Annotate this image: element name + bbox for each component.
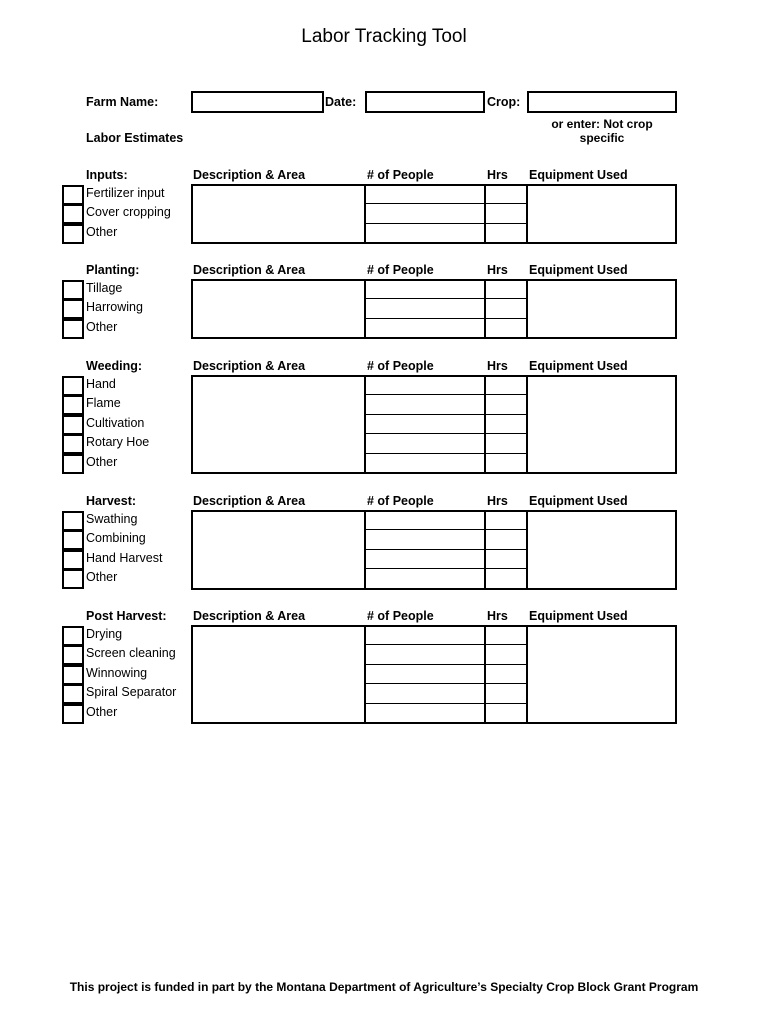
hrs-field[interactable] xyxy=(486,376,526,394)
hrs-field[interactable] xyxy=(486,645,526,663)
equipment-used-field[interactable] xyxy=(528,377,675,472)
activity-label: Harrowing xyxy=(86,300,143,314)
people-field[interactable] xyxy=(366,280,484,298)
column-header-equipment: Equipment Used xyxy=(529,609,628,623)
activity-label: Spiral Separator xyxy=(86,685,177,699)
people-field[interactable] xyxy=(366,569,484,587)
description-area-field[interactable] xyxy=(193,627,364,722)
hrs-field[interactable] xyxy=(486,185,526,203)
checkbox[interactable] xyxy=(62,511,84,531)
activity-label: Combining xyxy=(86,531,146,545)
equipment-used-field[interactable] xyxy=(528,281,675,337)
column-header-people: # of People xyxy=(367,263,434,277)
column-header-equipment: Equipment Used xyxy=(529,494,628,508)
activity-label: Other xyxy=(86,225,118,239)
activity-label: Fertilizer input xyxy=(86,186,165,200)
column-header-description: Description & Area xyxy=(193,168,306,182)
column-header-hrs: Hrs xyxy=(487,609,508,623)
equipment-used-field[interactable] xyxy=(528,627,675,722)
row-divider xyxy=(365,683,527,684)
checkbox[interactable] xyxy=(62,626,84,646)
footer-note: This project is funded in part by the Montana Department of Agriculture’s Specialty Crop Block Grant Program xyxy=(69,980,699,994)
checkbox[interactable] xyxy=(62,415,84,435)
hrs-field[interactable] xyxy=(486,319,526,337)
row-divider xyxy=(365,703,527,704)
people-field[interactable] xyxy=(366,454,484,472)
crop-note: or enter: Not crop specific xyxy=(551,117,653,145)
people-field[interactable] xyxy=(366,204,484,222)
column-header-hrs: Hrs xyxy=(487,168,508,182)
column-header-description: Description & Area xyxy=(193,263,306,277)
column-header-people: # of People xyxy=(367,168,434,182)
hrs-field[interactable] xyxy=(486,434,526,452)
activity-label: Other xyxy=(86,320,118,334)
column-header-description: Description & Area xyxy=(193,609,306,623)
row-divider xyxy=(365,529,527,530)
checkbox[interactable] xyxy=(62,645,84,665)
checkbox[interactable] xyxy=(62,550,84,570)
checkbox[interactable] xyxy=(62,299,84,319)
people-field[interactable] xyxy=(366,319,484,337)
activity-label: Cover cropping xyxy=(86,205,171,219)
row-divider xyxy=(365,414,527,415)
row-divider xyxy=(365,568,527,569)
activity-label: Winnowing xyxy=(86,666,148,680)
crop-field[interactable] xyxy=(527,91,677,113)
column-header-hrs: Hrs xyxy=(487,359,508,373)
people-field[interactable] xyxy=(366,645,484,663)
hrs-field[interactable] xyxy=(486,665,526,683)
equipment-used-field[interactable] xyxy=(528,186,675,242)
column-header-equipment: Equipment Used xyxy=(529,263,628,277)
people-field[interactable] xyxy=(366,376,484,394)
checkbox[interactable] xyxy=(62,569,84,589)
row-divider xyxy=(365,433,527,434)
column-header-equipment: Equipment Used xyxy=(529,168,628,182)
people-field[interactable] xyxy=(366,511,484,529)
checkbox[interactable] xyxy=(62,530,84,550)
hrs-field[interactable] xyxy=(486,550,526,568)
hrs-field[interactable] xyxy=(486,530,526,548)
people-field[interactable] xyxy=(366,626,484,644)
checkbox[interactable] xyxy=(62,434,84,454)
activity-label: Other xyxy=(86,705,118,719)
labor-estimates-heading: Labor Estimates xyxy=(86,131,184,145)
activity-label: Tillage xyxy=(86,281,123,295)
activity-label: Other xyxy=(86,570,118,584)
activity-label: Drying xyxy=(86,627,123,641)
hrs-field[interactable] xyxy=(486,224,526,242)
people-field[interactable] xyxy=(366,395,484,413)
column-header-people: # of People xyxy=(367,359,434,373)
row-divider xyxy=(365,298,527,299)
checkbox[interactable] xyxy=(62,185,84,205)
equipment-used-field[interactable] xyxy=(528,512,675,588)
people-field[interactable] xyxy=(366,185,484,203)
column-header-people: # of People xyxy=(367,494,434,508)
people-field[interactable] xyxy=(366,684,484,702)
activity-label: Swathing xyxy=(86,512,138,526)
hrs-field[interactable] xyxy=(486,395,526,413)
section-title-planting: Planting: xyxy=(86,263,140,277)
activity-label: Other xyxy=(86,455,118,469)
farm-name-label: Farm Name: xyxy=(86,95,159,109)
section-title-inputs: Inputs: xyxy=(86,168,128,182)
people-field[interactable] xyxy=(366,704,484,722)
checkbox[interactable] xyxy=(62,224,84,244)
hrs-field[interactable] xyxy=(486,280,526,298)
row-divider xyxy=(365,453,527,454)
row-divider xyxy=(365,318,527,319)
people-field[interactable] xyxy=(366,434,484,452)
date-field[interactable] xyxy=(365,91,485,113)
crop-label: Crop: xyxy=(487,95,521,109)
hrs-field[interactable] xyxy=(486,415,526,433)
checkbox[interactable] xyxy=(62,319,84,339)
hrs-field[interactable] xyxy=(486,511,526,529)
activity-label: Screen cleaning xyxy=(86,646,176,660)
description-area-field[interactable] xyxy=(193,281,364,337)
people-field[interactable] xyxy=(366,299,484,317)
row-divider xyxy=(365,394,527,395)
checkbox[interactable] xyxy=(62,665,84,685)
column-header-description: Description & Area xyxy=(193,494,306,508)
hrs-field[interactable] xyxy=(486,569,526,587)
description-area-field[interactable] xyxy=(193,512,364,588)
description-area-field[interactable] xyxy=(193,186,364,242)
column-header-equipment: Equipment Used xyxy=(529,359,628,373)
row-divider xyxy=(365,644,527,645)
activity-label: Flame xyxy=(86,396,121,410)
column-header-hrs: Hrs xyxy=(487,494,508,508)
activity-label: Cultivation xyxy=(86,416,145,430)
section-title-post-harvest: Post Harvest: xyxy=(86,609,167,623)
activity-label: Hand Harvest xyxy=(86,551,163,565)
checkbox[interactable] xyxy=(62,684,84,704)
people-field[interactable] xyxy=(366,415,484,433)
page-title: Labor Tracking Tool xyxy=(301,26,467,47)
people-field[interactable] xyxy=(366,224,484,242)
checkbox[interactable] xyxy=(62,454,84,474)
activity-label: Hand xyxy=(86,377,116,391)
people-field[interactable] xyxy=(366,665,484,683)
column-header-people: # of People xyxy=(367,609,434,623)
checkbox[interactable] xyxy=(62,376,84,396)
hrs-field[interactable] xyxy=(486,626,526,644)
section-title-harvest: Harvest: xyxy=(86,494,137,508)
hrs-field[interactable] xyxy=(486,454,526,472)
row-divider xyxy=(365,203,527,204)
description-area-field[interactable] xyxy=(193,377,364,472)
checkbox[interactable] xyxy=(62,204,84,224)
column-header-description: Description & Area xyxy=(193,359,306,373)
row-divider xyxy=(365,664,527,665)
column-header-hrs: Hrs xyxy=(487,263,508,277)
farm-name-field[interactable] xyxy=(191,91,324,113)
hrs-field[interactable] xyxy=(486,299,526,317)
people-field[interactable] xyxy=(366,530,484,548)
row-divider xyxy=(365,223,527,224)
hrs-field[interactable] xyxy=(486,204,526,222)
row-divider xyxy=(365,549,527,550)
people-field[interactable] xyxy=(366,550,484,568)
checkbox[interactable] xyxy=(62,704,84,724)
activity-label: Rotary Hoe xyxy=(86,435,150,449)
date-label: Date: xyxy=(325,95,357,109)
checkbox[interactable] xyxy=(62,280,84,300)
checkbox[interactable] xyxy=(62,395,84,415)
section-title-weeding: Weeding: xyxy=(86,359,143,373)
hrs-field[interactable] xyxy=(486,704,526,722)
hrs-field[interactable] xyxy=(486,684,526,702)
